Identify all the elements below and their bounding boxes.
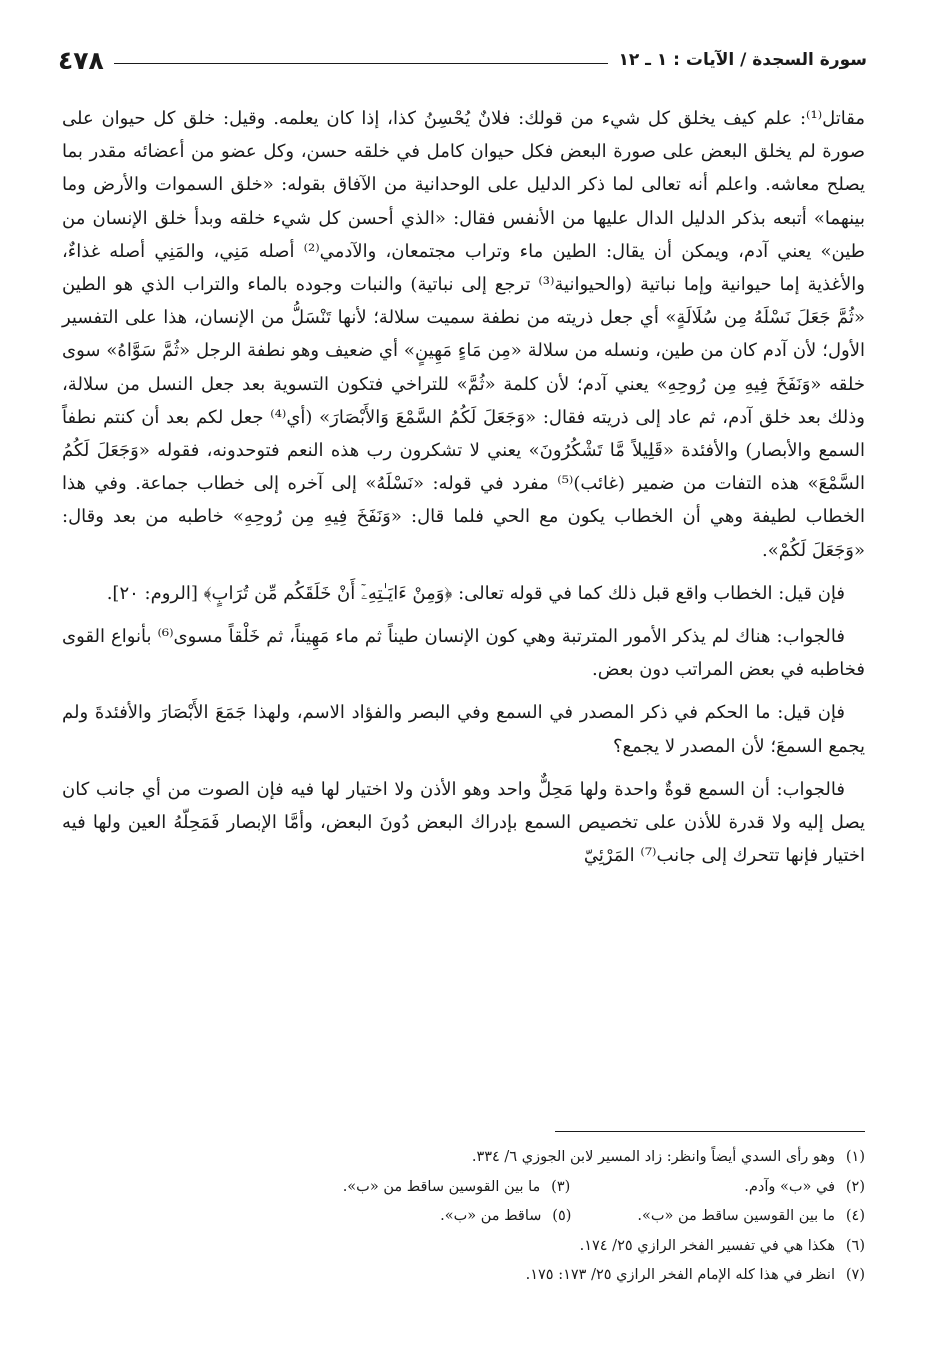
running-title: سورة السجدة / الآيات : ١ ـ ١٢ xyxy=(618,49,867,70)
footnote-7 xyxy=(526,1261,865,1291)
footnote-number: (٣) xyxy=(551,1178,571,1195)
footnote-number: (٥) xyxy=(552,1208,572,1224)
footnote-text: وهو رأى السدي أيضاً وانظر: زاد المسير لابن الجوزي ٦/ ٣٣٤. xyxy=(471,1149,835,1165)
page-header xyxy=(58,40,867,80)
paragraph-5: فالجواب: أن السمع قوةٌ واحدة ولها مَحِلٌّ واحد وهو الأذن ولا اختيار لها فيه فإن الصوت من أي جانب كان يصل إليه ولا قدرة للأذن على تخصيص السمع بإدراك البعض دُونَ البعض، وأمَّا الإبصار فَمَحِلّهُ العين ولها فيه اختيار فإنها تتحرك إلى جانب⁽⁷⁾ المَرْئِيّ xyxy=(62,778,865,867)
footnote-text: ساقط من «ب». xyxy=(440,1208,542,1224)
footnote-number: (١) xyxy=(845,1149,865,1165)
footnote-text: ما بين القوسين ساقط من «ب». xyxy=(342,1178,541,1195)
footnote-4 xyxy=(637,1202,865,1232)
footnote-text: هكذا هي في تفسير الفخر الرازي ٢٥/ ١٧٤. xyxy=(579,1237,835,1254)
footnote-5 xyxy=(440,1202,571,1232)
footnote-number: (٤) xyxy=(845,1208,865,1224)
page-number: ٤٧٨ xyxy=(58,45,104,75)
footnote-6 xyxy=(580,1232,865,1262)
footnote-row xyxy=(62,1143,865,1173)
footnote-row xyxy=(62,1232,865,1262)
footnote-separator xyxy=(555,1131,865,1132)
footnote-number: (٦) xyxy=(845,1237,865,1254)
paragraph-3: فالجواب: هناك لم يذكر الأمور المترتبة وهي كون الإنسان طيناً ثم ماء مَهِيناً، ثم خَلْقاً مسوى⁽⁶⁾ بأنواع القوى فخاطبه في بعض المراتب دون بعض. xyxy=(62,626,865,681)
footnote-row xyxy=(62,1202,865,1232)
footnote-3 xyxy=(343,1173,571,1203)
footnote-text: انظر في هذا كله الإمام الفخر الرازي ٢٥/ ١٧٣: ١٧٥. xyxy=(525,1267,835,1283)
paragraph-1: مقاتل⁽¹⁾: علم كيف يخلق كل شيء من قولك: فلانٌ يُحْسِنُ كذا، إذا كان يعلمه. وقيل: خلق كل حيوان على صورة لم يخلق البعض على صورة البعض فكل حيوان كامل في خلقه حسن، وكل عضو من أعضائه مقدر بما يصلح معاشه. واعلم أنه تعالى لما ذكر الدليل على الوحدانية من الآفاق بقوله: «خلق السموات والأرض وما بينهما» أتبعه بذكر الدليل الدال عليها من الأنفس فقال: «الذي أحسن كل شيء خلقه وبدأ خلق الإنسان من طين» يعني آدم، ويمكن أن يقال: الطين ماء وتراب مجتمعان، والآدمي⁽²⁾ أصله مَنِي، والمَنِي أصله غذاءٌ، والأغذية إما حيوانية وإما نباتية (والحيوانية⁽³⁾ ترجع إلى نباتية) والنبات وجوده بالماء والتراب الذي هو الطين «ثُمَّ جَعَلَ نَسْلَهُ مِن سُلَالَةٍ» أي جعل ذريته من نطفة سميت سلالة؛ لأنها تَنْسَلُّ من الإنسان، هذا على التفسير الأول؛ لأن آدم كان من طين، ونسله من سلالة «مِن مَاءٍ مَهِينٍ» أي ضعيف وهو نطفة الرجل «ثُمَّ سَوَّاهُ» سوى خلقه «وَنَفَخَ فِيهِ مِن رُوحِهِ» يعني آدم؛ لأن كلمة «ثُمَّ» للتراخي فتكون التسوية بعد جعل النسل من سلالة، وذلك بعد خلق آدم، ثم عاد إلى ذريته فقال: «وَجَعَلَ لَكُمُ السَّمْعَ وَالأَبْصَارَ» (أي⁽⁴⁾ جعل لكم بعد أن كنتم نطفاً السمع والأبصار) والأفئدة «قَلِيلاً مَّا تَشْكُرُونَ» يعني لا تشكرون رب هذه النعم فتوحدونه، فقوله «وَجَعَلَ لَكُمُ السَّمْعَ» هذه التفات من ضمير (غائب)⁽⁵⁾ مفرد في قوله: «نَسْلَهُ» إلى آخره إلى خطاب جماعة. وفي هذا الخطاب لطيفة وهي أن الخطاب يكون مع الحي فلما قال: «وَنَفَخَ فِيهِ مِن رُوحِهِ» خاطبه من بعد وقال: «وَجَعَلَ لَكُمْ». xyxy=(62,108,866,561)
footnote-1 xyxy=(472,1143,865,1173)
footnotes xyxy=(62,1143,865,1291)
footnote-number: (٢) xyxy=(845,1178,865,1195)
footnote-number: (٧) xyxy=(845,1267,865,1283)
paragraph-4: فإن قيل: ما الحكم في ذكر المصدر في السمع وفي البصر والفؤاد الاسم، ولهذا جَمَعَ الأَبْصَارَ والأفئدةَ ولم يجمع السمعَ؛ لأن المصدر لا يجمع؟ xyxy=(62,702,865,757)
footnote-text: في «ب» وآدم. xyxy=(744,1178,835,1195)
footnote-2 xyxy=(744,1173,865,1203)
footnote-row xyxy=(62,1173,865,1203)
header-rule xyxy=(114,63,609,64)
footnote-row xyxy=(62,1261,865,1291)
main-text xyxy=(62,102,865,882)
footnote-text: ما بين القوسين ساقط من «ب». xyxy=(637,1208,835,1224)
paragraph-2: فإن قيل: الخطاب واقع قبل ذلك كما في قوله تعالى: ﴿وَمِنْ ءَايَـٰتِهِۦٓ أَنْ خَلَقَكُم مِّن تُرَابٍ﴾ [الروم: ٢٠]. xyxy=(106,582,845,604)
